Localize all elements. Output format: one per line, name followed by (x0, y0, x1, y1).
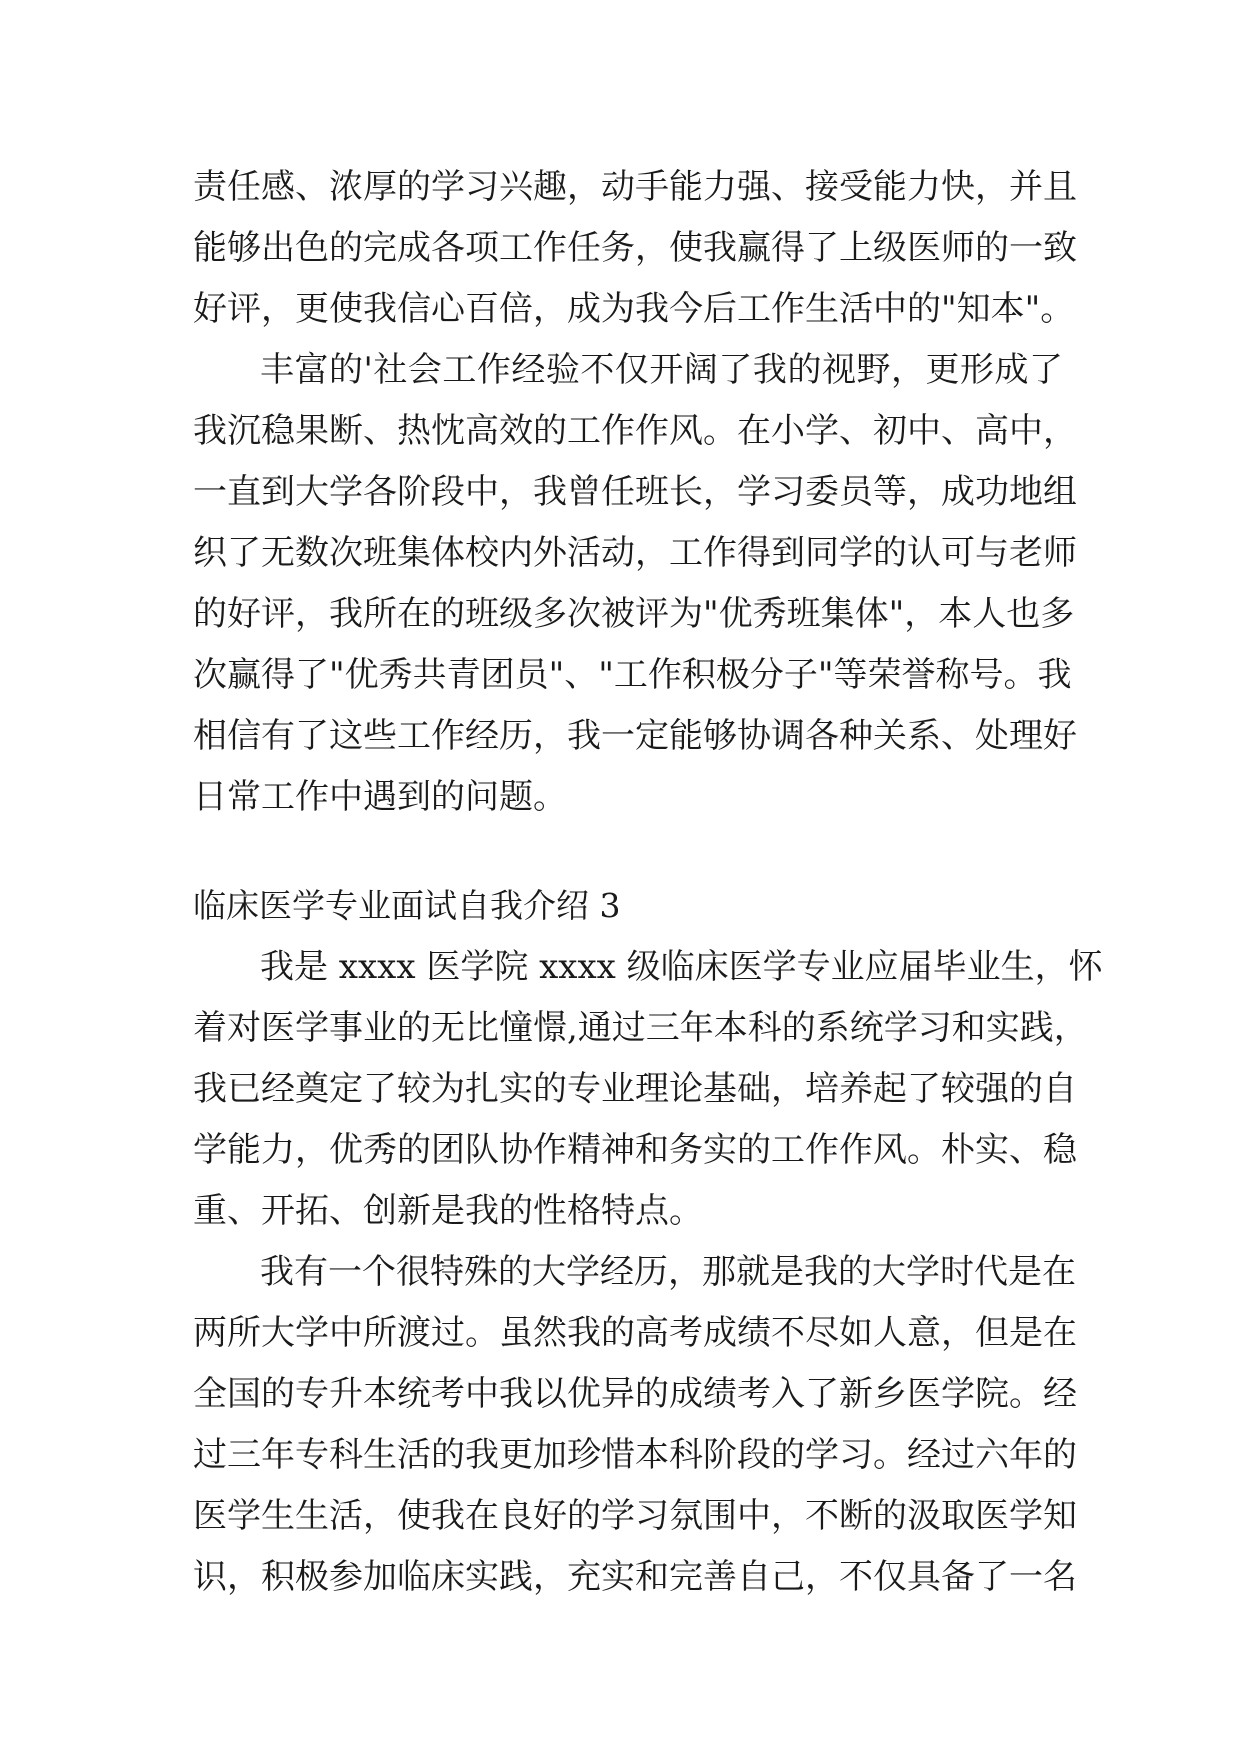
paragraph-line: 好评，更使我信心百倍，成为我今后工作生活中的"知本"。 (193, 289, 1075, 329)
paragraph-line: 着对医学事业的无比憧憬,通过三年本科的系统学习和实践， (193, 1008, 1088, 1048)
paragraph-line: 能够出色的完成各项工作任务，使我赢得了上级医师的一致 (193, 228, 1077, 268)
paragraph-line: 丰富的'社会工作经验不仅开阔了我的视野，更形成了 (260, 350, 1063, 390)
paragraph-line: 相信有了这些工作经历，我一定能够协调各种关系、处理好 (193, 716, 1077, 756)
paragraph-line: 识，积极参加临床实践，充实和完善自己，不仅具备了一名 (193, 1557, 1077, 1597)
paragraph-line: 我沉稳果断、热忱高效的工作作风。在小学、初中、高中， (193, 411, 1077, 451)
paragraph-line: 责任感、浓厚的学习兴趣，动手能力强、接受能力快，并且 (193, 167, 1077, 207)
paragraph-line: 织了无数次班集体校内外活动，工作得到同学的认可与老师 (193, 533, 1077, 573)
paragraph-line: 医学生生活，使我在良好的学习氛围中，不断的汲取医学知 (193, 1496, 1077, 1536)
section-title: 临床医学专业面试自我介绍 3 (193, 886, 621, 925)
paragraph-line: 学能力，优秀的团队协作精神和务实的工作作风。朴实、稳 (193, 1130, 1077, 1170)
paragraph-line: 的好评，我所在的班级多次被评为"优秀班集体"，本人也多 (193, 594, 1075, 634)
paragraph-line: 我已经奠定了较为扎实的专业理论基础，培养起了较强的自 (193, 1069, 1077, 1109)
paragraph-line: 全国的专升本统考中我以优异的成绩考入了新乡医学院。经 (193, 1374, 1077, 1414)
paragraph-line: 我有一个很特殊的大学经历，那就是我的大学时代是在 (260, 1252, 1076, 1292)
paragraph-line: 过三年专科生活的我更加珍惜本科阶段的学习。经过六年的 (193, 1435, 1077, 1475)
paragraph-line: 两所大学中所渡过。虽然我的高考成绩不尽如人意，但是在 (193, 1313, 1077, 1353)
paragraph-line: 日常工作中遇到的问题。 (193, 777, 567, 817)
paragraph-line: 一直到大学各阶段中，我曾任班长，学习委员等，成功地组 (193, 472, 1077, 512)
paragraph-line: 次赢得了"优秀共青团员"、"工作积极分子"等荣誉称号。我 (193, 655, 1072, 695)
paragraph-line: 我是 xxxx 医学院 xxxx 级临床医学专业应届毕业生，怀 (260, 947, 1103, 987)
paragraph-line: 重、开拓、创新是我的性格特点。 (193, 1191, 703, 1231)
